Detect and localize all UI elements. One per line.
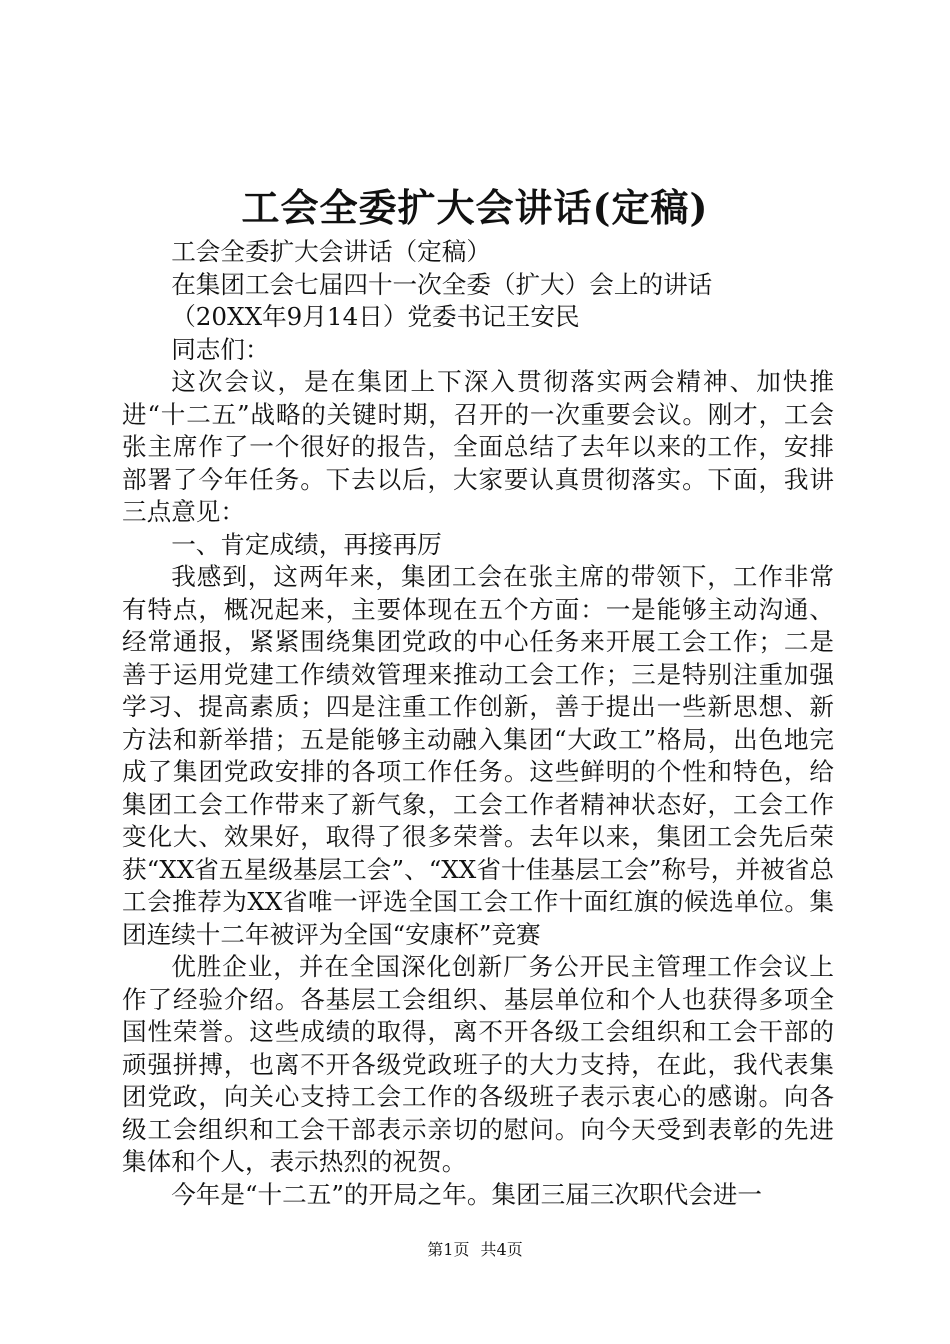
page-footer [0,1240,950,1260]
paragraph-thanks: 优胜企业，并在全国深化创新厂务公开民主管理工作会议上作了经验介绍。各基层工会组织、基层单位和个人也获得多项全国性荣誉。这些成绩的取得，离不开各级工会组织和工会干部的顽强拼搏，也离不开各级党政班子的大力支持，在此，我代表集团党政，向关心支持工会工作的各级班子表示衷心的感谢。向各级工会组织和工会干部表示亲切的慰问。向今天受到表彰的先进集体和个人，表示热烈的祝贺。 [122,952,834,1176]
paragraph-achievements: 我感到，这两年来，集团工会在张主席的带领下，工作非常有特点，概况起来，主要体现在五个方面：一是能够主动沟通、经常通报，紧紧围绕集团党政的中心任务来开展工会工作；二是善于运用党建工作绩效管理来推动工会工作；三是特别注重加强学习、提高素质；四是注重工作创新，善于提出一些新思想、新方法和新举措；五是能够主动融入集团“大政工”格局，出色地完成了集团党政安排的各项工作任务。这些鲜明的个性和特色，给集团工会工作带来了新气象，工会工作者精神状态好，工会工作变化大、效果好，取得了很多荣誉。去年以来，集团工会先后荣获“XX省五星级基层工会”、“XX省十佳基层工会”称号，并被省总工会推荐为XX省唯一评选全国工会工作十面红旗的候选单位。集团连续十二年被评为全国“安康杯”竞赛 [122,562,834,949]
page-total: 共4页 [480,1240,523,1259]
paragraph-continuation: 今年是“十二五”的开局之年。集团三届三次职代会进一 [171,1179,762,1209]
paragraph-date-speaker: （20XX年9月14日）党委书记王安民 [171,302,580,331]
paragraph-subtitle: 工会全委扩大会讲话（定稿） [171,237,491,266]
paragraph-salutation: 同志们： [171,334,270,364]
document-body [122,236,834,1211]
page-number: 第1页 [427,1240,470,1259]
paragraph-occasion: 在集团工会七届四十一次全委（扩大）会上的讲话 [171,269,713,299]
section-heading-1: 一、肯定成绩，再接再厉 [171,529,442,559]
paragraph-intro: 这次会议，是在集团上下深入贯彻落实两会精神、加快推进“十二五”战略的关键时期，召开的一次重要会议。刚才，工会张主席作了一个很好的报告，全面总结了去年以来的工作，安排部署了今年任务。下去以后，大家要认真贯彻落实。下面，我讲三点意见： [122,367,834,526]
document-title: 工会全委扩大会讲话(定稿) [241,185,709,230]
